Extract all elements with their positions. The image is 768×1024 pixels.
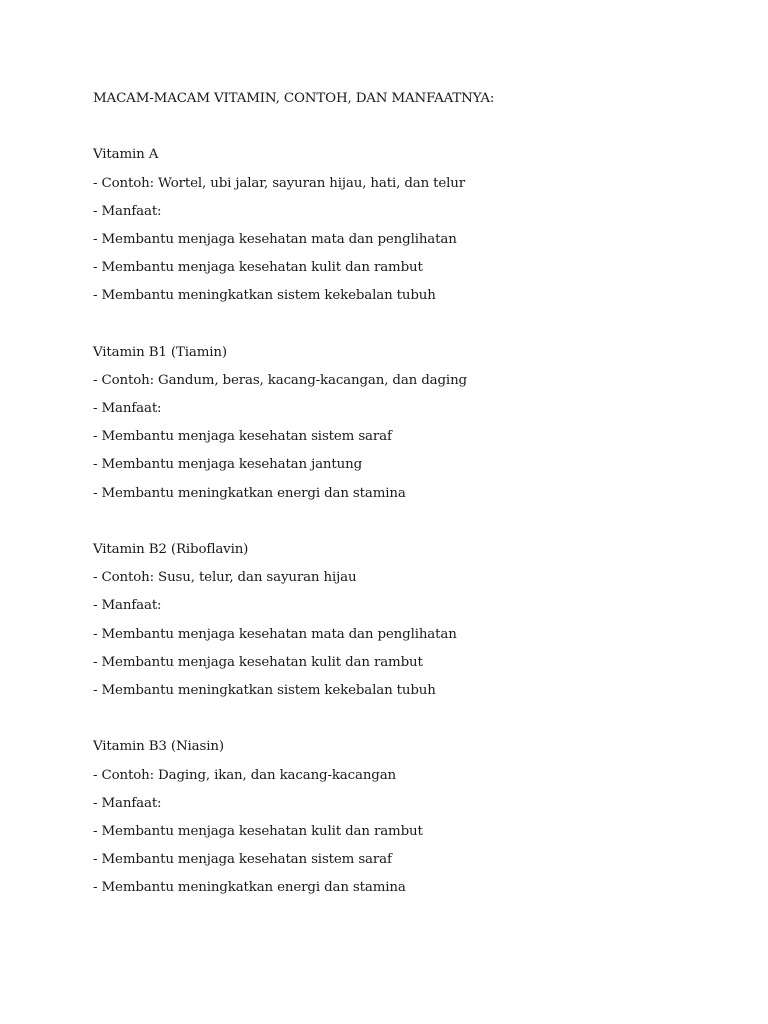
vitamin-section: [93, 339, 713, 508]
benefit-label: - Manfaat:: [93, 795, 162, 811]
benefit-item: - Membantu menjaga kesehatan sistem saraf: [93, 429, 392, 445]
vitamin-section: [93, 733, 713, 902]
document-body: [93, 85, 713, 902]
vitamin-heading: Vitamin B3 (Niasin): [93, 739, 224, 755]
vitamin-example: - Contoh: Daging, ikan, dan kacang-kacangan: [93, 767, 397, 783]
vitamin-section: [93, 536, 713, 705]
vitamin-heading: Vitamin A: [93, 147, 159, 163]
vitamin-heading: Vitamin B1 (Tiamin): [93, 344, 227, 360]
vitamin-example: - Contoh: Gandum, beras, kacang-kacangan, dan daging: [93, 372, 467, 388]
benefit-label: - Manfaat:: [93, 598, 162, 614]
benefit-item: - Membantu menjaga kesehatan kulit dan rambut: [93, 260, 423, 276]
benefit-item: - Membantu meningkatkan sistem kekebalan tubuh: [93, 682, 436, 698]
vitamin-example: - Contoh: Wortel, ubi jalar, sayuran hijau, hati, dan telur: [93, 175, 466, 191]
document-title: MACAM-MACAM VITAMIN, CONTOH, DAN MANFAATNYA:: [93, 91, 495, 106]
spacer: [93, 113, 713, 141]
vitamin-example: - Contoh: Susu, telur, dan sayuran hijau: [93, 570, 357, 586]
benefit-item: - Membantu menjaga kesehatan jantung: [93, 457, 362, 473]
vitamin-heading: Vitamin B2 (Riboflavin): [93, 542, 249, 557]
benefit-item: - Membantu menjaga kesehatan mata dan penglihatan: [93, 231, 457, 247]
benefit-label: - Manfaat:: [93, 401, 162, 417]
benefit-label: - Manfaat:: [93, 203, 162, 219]
benefit-item: - Membantu meningkatkan energi dan stamina: [93, 880, 406, 896]
benefit-item: - Membantu meningkatkan sistem kekebalan tubuh: [93, 288, 436, 304]
spacer: [93, 311, 713, 339]
spacer: [93, 705, 713, 733]
spacer: [93, 508, 713, 536]
vitamin-section: [93, 141, 713, 310]
benefit-item: - Membantu menjaga kesehatan kulit dan rambut: [93, 823, 423, 839]
benefit-item: - Membantu menjaga kesehatan mata dan penglihatan: [93, 626, 457, 642]
benefit-item: - Membantu menjaga kesehatan kulit dan rambut: [93, 654, 423, 670]
benefit-item: - Membantu meningkatkan energi dan stamina: [93, 485, 406, 501]
benefit-item: - Membantu menjaga kesehatan sistem saraf: [93, 852, 392, 868]
